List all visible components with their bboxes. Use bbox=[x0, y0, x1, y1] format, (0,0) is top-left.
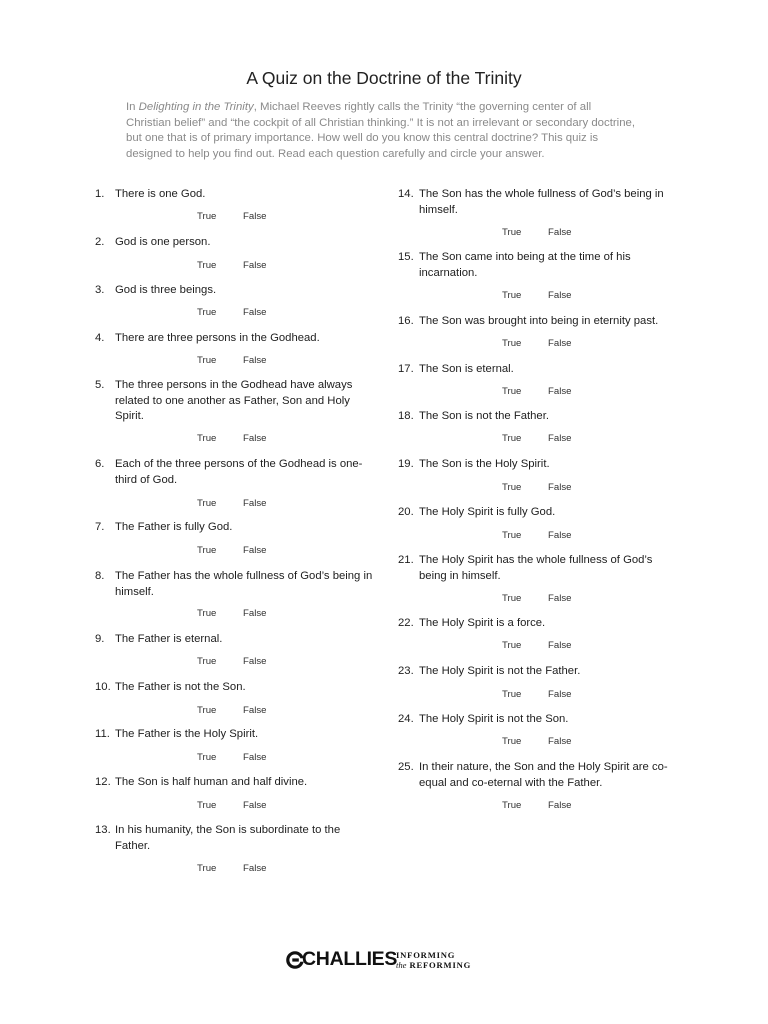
question-text: There are three persons in the Godhead. bbox=[115, 332, 320, 344]
answer-true[interactable]: True bbox=[197, 863, 217, 874]
answer-false[interactable]: False bbox=[243, 800, 267, 811]
question-number: 1. bbox=[95, 188, 105, 200]
question-number: 8. bbox=[95, 570, 105, 582]
question-text: The Father is the Holy Spirit. bbox=[115, 728, 259, 740]
question-text: The Son came into being at the time of his incarnation. bbox=[419, 251, 631, 279]
question-text: The Father is fully God. bbox=[115, 521, 233, 533]
answer-false[interactable]: False bbox=[243, 355, 267, 366]
answer-true[interactable]: True bbox=[502, 736, 522, 747]
question-item bbox=[398, 362, 679, 378]
question-item bbox=[95, 632, 373, 648]
question-item bbox=[398, 187, 679, 218]
question-number: 12. bbox=[95, 776, 111, 788]
question-item bbox=[95, 520, 373, 536]
question-item bbox=[95, 187, 373, 203]
intro-paragraph bbox=[126, 100, 638, 162]
question-item bbox=[398, 250, 679, 281]
answer-true[interactable]: True bbox=[502, 482, 522, 493]
answer-false[interactable]: False bbox=[548, 689, 572, 700]
answer-false[interactable]: False bbox=[548, 433, 572, 444]
question-number: 24. bbox=[398, 713, 414, 725]
question-item bbox=[95, 775, 373, 791]
question-number: 5. bbox=[95, 379, 105, 391]
brand-tagline bbox=[396, 951, 471, 970]
answer-true[interactable]: True bbox=[502, 338, 522, 349]
question-number: 16. bbox=[398, 315, 414, 327]
question-text: Each of the three persons of the Godhead is one-third of God. bbox=[115, 458, 363, 486]
question-number: 22. bbox=[398, 617, 414, 629]
question-number: 20. bbox=[398, 506, 414, 518]
tagline-line-1: INFORMING bbox=[396, 950, 456, 960]
question-text: The Son is the Holy Spirit. bbox=[419, 458, 550, 470]
question-text: The three persons in the Godhead have always related to one another as Father, Son and Holy Spirit. bbox=[115, 379, 353, 422]
question-item bbox=[95, 823, 373, 854]
answer-false[interactable]: False bbox=[243, 211, 267, 222]
answer-false[interactable]: False bbox=[243, 260, 267, 271]
answer-true[interactable]: True bbox=[197, 752, 217, 763]
question-text: The Father is eternal. bbox=[115, 633, 223, 645]
answer-false[interactable]: False bbox=[548, 593, 572, 604]
answer-true[interactable]: True bbox=[502, 227, 522, 238]
answer-true[interactable]: True bbox=[197, 355, 217, 366]
question-text: In his humanity, the Son is subordinate to the Father. bbox=[115, 824, 341, 852]
question-number: 4. bbox=[95, 332, 105, 344]
question-number: 13. bbox=[95, 824, 111, 836]
question-item bbox=[95, 727, 373, 743]
answer-true[interactable]: True bbox=[197, 608, 217, 619]
question-number: 15. bbox=[398, 251, 414, 263]
answer-false[interactable]: False bbox=[548, 736, 572, 747]
question-text: The Holy Spirit is not the Son. bbox=[419, 713, 569, 725]
question-text: God is one person. bbox=[115, 236, 211, 248]
question-item bbox=[95, 378, 373, 425]
question-number: 25. bbox=[398, 761, 414, 773]
question-number: 7. bbox=[95, 521, 105, 533]
answer-false[interactable]: False bbox=[243, 752, 267, 763]
question-item bbox=[95, 680, 373, 696]
question-item bbox=[398, 616, 679, 632]
question-number: 3. bbox=[95, 284, 105, 296]
question-item bbox=[95, 457, 373, 488]
question-item bbox=[95, 283, 373, 299]
page-title: A Quiz on the Doctrine of the Trinity bbox=[246, 68, 522, 88]
answer-false[interactable]: False bbox=[548, 338, 572, 349]
question-number: 6. bbox=[95, 458, 105, 470]
question-text: The Son is half human and half divine. bbox=[115, 776, 308, 788]
answer-true[interactable]: True bbox=[197, 545, 217, 556]
question-item bbox=[398, 457, 679, 473]
answer-false[interactable]: False bbox=[243, 545, 267, 556]
answer-false[interactable]: False bbox=[548, 227, 572, 238]
question-text: The Father has the whole fullness of God’s being in himself. bbox=[115, 570, 373, 598]
intro-body: , Michael Reeves rightly calls the Trinity “the governing center of all Christian belief” and “the cockpit of all Christian thinking.” It is not an irrelevant or secondary doctrine, but one that is of primary importance. How well do you know this central doctrine? This quiz is designed to help you find out. Read each question carefully and circle your answer. bbox=[126, 101, 636, 160]
question-item bbox=[398, 505, 679, 521]
question-item bbox=[398, 760, 679, 791]
question-number: 9. bbox=[95, 633, 105, 645]
answer-false[interactable]: False bbox=[548, 530, 572, 541]
answer-true[interactable]: True bbox=[502, 640, 522, 651]
answer-false[interactable]: False bbox=[548, 482, 572, 493]
answer-true[interactable]: True bbox=[197, 705, 217, 716]
question-text: The Holy Spirit is a force. bbox=[419, 617, 546, 629]
answer-false[interactable]: False bbox=[548, 290, 572, 301]
answer-true[interactable]: True bbox=[502, 290, 522, 301]
answer-true[interactable]: True bbox=[197, 307, 217, 318]
answer-false[interactable]: False bbox=[243, 498, 267, 509]
question-number: 14. bbox=[398, 188, 414, 200]
answer-false[interactable]: False bbox=[243, 656, 267, 667]
answer-true[interactable]: True bbox=[197, 656, 217, 667]
book-title: Delighting in the Trinity bbox=[138, 101, 254, 113]
answer-false[interactable]: False bbox=[243, 705, 267, 716]
answer-true[interactable]: True bbox=[197, 800, 217, 811]
question-text: The Holy Spirit is fully God. bbox=[419, 506, 556, 518]
question-item bbox=[398, 664, 679, 680]
answer-false[interactable]: False bbox=[548, 800, 572, 811]
footer-logo bbox=[286, 949, 486, 973]
question-number: 21. bbox=[398, 554, 414, 566]
question-text: The Son has the whole fullness of God’s being in himself. bbox=[419, 188, 664, 216]
question-item bbox=[95, 235, 373, 251]
answer-false[interactable]: False bbox=[548, 640, 572, 651]
question-item bbox=[398, 712, 679, 728]
question-number: 10. bbox=[95, 681, 111, 693]
question-number: 23. bbox=[398, 665, 414, 677]
answer-true[interactable]: True bbox=[502, 386, 522, 397]
question-text: God is three beings. bbox=[115, 284, 217, 296]
question-item bbox=[398, 314, 679, 330]
answer-false[interactable]: False bbox=[243, 608, 267, 619]
tagline-line-2: the REFORMING bbox=[396, 959, 472, 970]
answer-true[interactable]: True bbox=[502, 530, 522, 541]
question-number: 11. bbox=[95, 728, 110, 740]
answer-false[interactable]: False bbox=[548, 386, 572, 397]
question-item bbox=[398, 409, 679, 425]
intro-prefix: In bbox=[126, 101, 139, 113]
question-number: 18. bbox=[398, 410, 414, 422]
answer-true[interactable]: True bbox=[197, 433, 217, 444]
answer-true[interactable]: True bbox=[502, 689, 522, 700]
question-text: The Son is not the Father. bbox=[419, 410, 549, 422]
answer-false[interactable]: False bbox=[243, 307, 267, 318]
answer-false[interactable]: False bbox=[243, 863, 267, 874]
question-text: The Holy Spirit is not the Father. bbox=[419, 665, 581, 677]
answer-true[interactable]: True bbox=[197, 260, 217, 271]
answer-true[interactable]: True bbox=[502, 433, 522, 444]
question-text: The Son was brought into being in eternity past. bbox=[419, 315, 659, 327]
question-text: The Son is eternal. bbox=[419, 363, 514, 375]
question-item bbox=[95, 331, 373, 347]
answer-true[interactable]: True bbox=[502, 800, 522, 811]
question-text: There is one God. bbox=[115, 188, 206, 200]
answer-true[interactable]: True bbox=[502, 593, 522, 604]
brand-name: CHALLIES bbox=[302, 948, 398, 970]
question-number: 17. bbox=[398, 363, 414, 375]
answer-true[interactable]: True bbox=[197, 498, 217, 509]
answer-true[interactable]: True bbox=[197, 211, 217, 222]
question-item bbox=[398, 553, 679, 584]
answer-false[interactable]: False bbox=[243, 433, 267, 444]
question-text: In their nature, the Son and the Holy Spirit are co-equal and co-eternal with the Father. bbox=[419, 761, 668, 789]
question-number: 19. bbox=[398, 458, 414, 470]
question-item bbox=[95, 569, 373, 600]
question-text: The Holy Spirit has the whole fullness of God’s being in himself. bbox=[419, 554, 653, 582]
question-number: 2. bbox=[95, 236, 105, 248]
question-text: The Father is not the Son. bbox=[115, 681, 246, 693]
